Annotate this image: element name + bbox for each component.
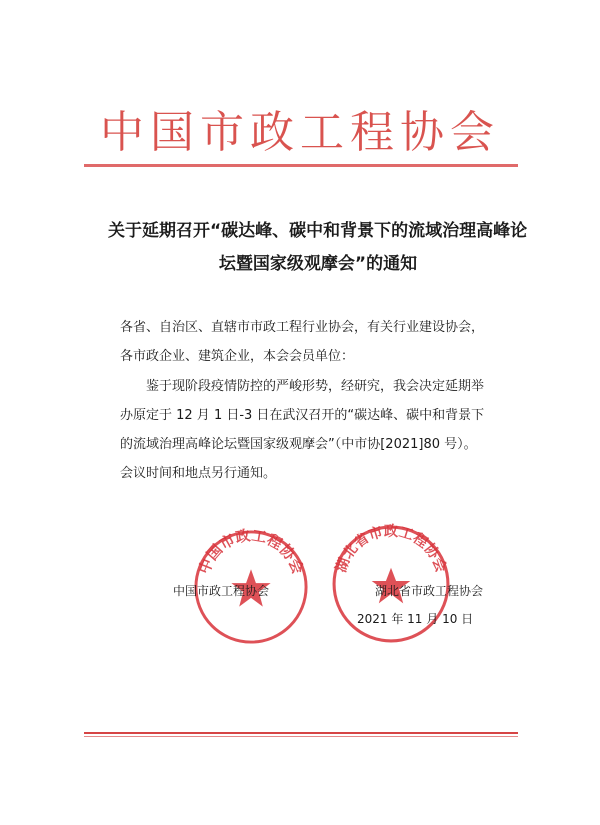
letterhead-org-name: 中国市政工程协会 [100, 107, 500, 158]
signature-right-org: 湖北省市政工程协会 [375, 584, 484, 598]
signature-left-org: 中国市政工程协会 [173, 584, 270, 598]
notice-title-line-2: 坛暨国家级观摩会”的通知 [218, 254, 418, 274]
letterhead-rule [84, 164, 518, 167]
notice-body [120, 372, 520, 488]
body-line: 会议时间和地点另行通知。 [120, 466, 277, 481]
svg-text:中国市政工程协会 [196, 528, 307, 577]
notice-title [108, 215, 528, 281]
notice-title-line-1: 关于延期召开“碳达峰、碳中和背景下的流域治理高峰论 [108, 221, 528, 241]
body-line: 办原定于 12 月 1 日-3 日在武汉召开的“碳达峰、碳中和背景下 [120, 408, 485, 423]
svg-text:湖北省市政工程协会 [331, 523, 450, 575]
addressee-line-1: 各省、自治区、直辖市市政工程行业协会，有关行业建设协会， [120, 320, 485, 335]
addressee-line-2: 各市政企业、建筑企业，本会会员单位： [120, 349, 355, 364]
left-seal-text: 中国市政工程协会 [195, 528, 307, 577]
body-line: 鉴于现阶段疫情防控的严峻形势，经研究，我会决定延期举 [146, 379, 485, 394]
footer-rule-thin [84, 736, 518, 737]
footer-rule [84, 732, 518, 734]
signature-date: 2021 年 11 月 10 日 [357, 612, 474, 626]
body-line: 的流域治理高峰论坛暨国家级观摩会”（中市协[2021]80 号）。 [120, 437, 477, 452]
right-seal-text: 湖北省市政工程协会 [333, 523, 449, 575]
